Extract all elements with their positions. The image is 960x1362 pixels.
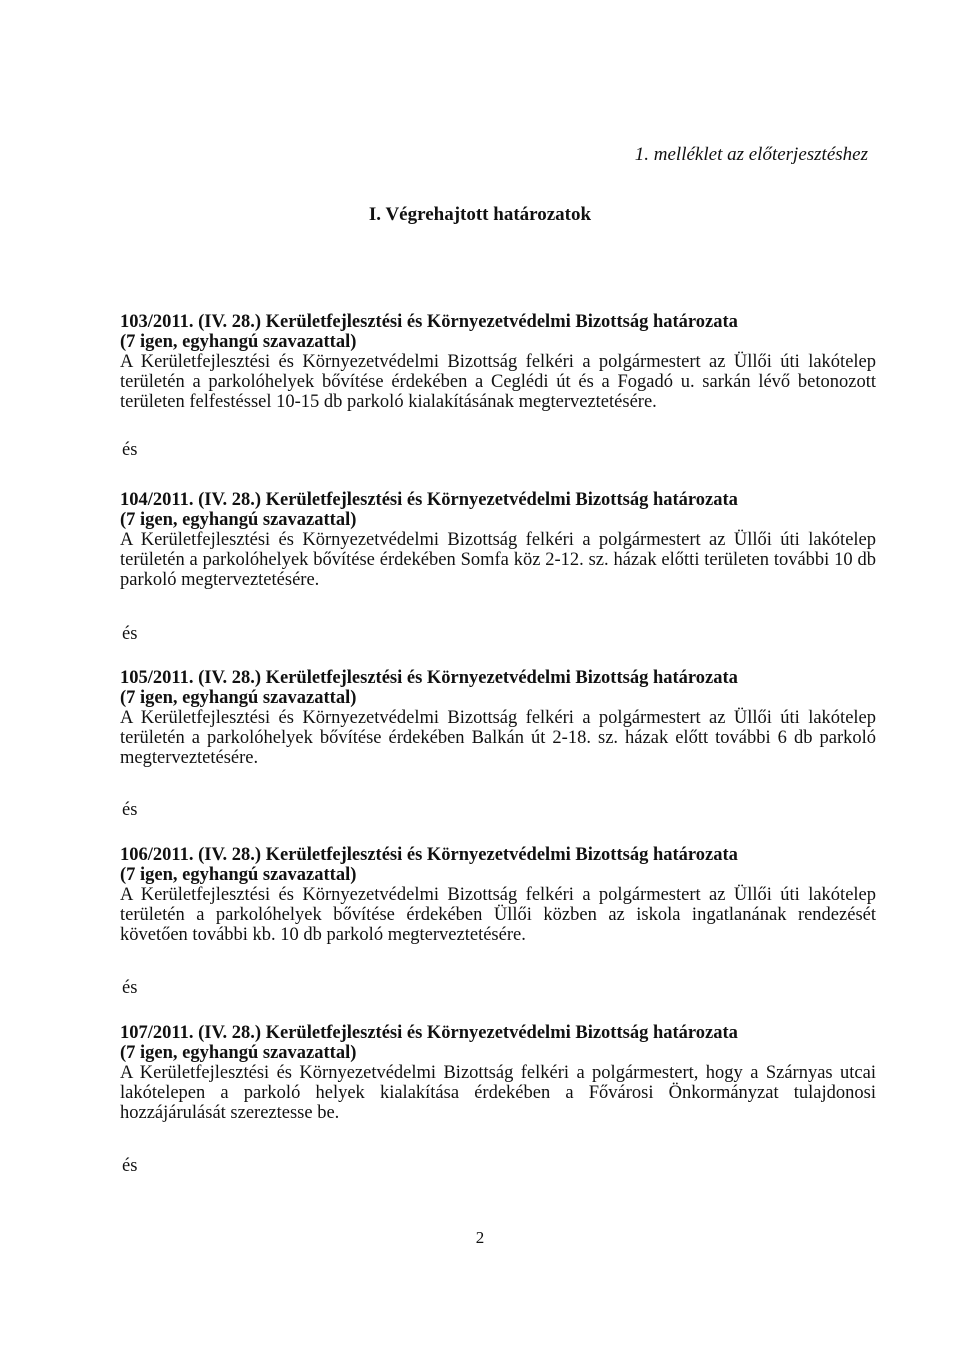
resolution-title: [120, 490, 876, 510]
resolution-committee: Kerületfejlesztési és Környezetvédelmi Bizottság határozata: [265, 1023, 738, 1043]
resolution-vote: (7 igen, egyhangú szavazattal): [120, 1043, 357, 1063]
conjunction-3: és: [122, 800, 138, 820]
resolution-text: A Kerületfejlesztési és Környezetvédelmi Bizottság felkéri a polgármestert, hogy a Szárnyas utcai lakótelepen a parkoló helyek kialakítása érdekében a Fővárosi Önkormányzat tulajdonosi hozzájárulását szereztesse be.: [120, 1063, 876, 1123]
resolution-committee: Kerületfejlesztési és Környezetvédelmi Bizottság határozata: [265, 490, 738, 510]
resolution-committee: Kerületfejlesztési és Környezetvédelmi Bizottság határozata: [265, 668, 738, 688]
resolution-text: A Kerületfejlesztési és Környezetvédelmi Bizottság felkéri a polgármestert az Üllői úti lakótelep területén a parkolóhelyek bővítése érdekében Somfa köz 2-12. sz. házak előtti területen további 10 db parkoló megterveztetésére.: [120, 530, 876, 590]
resolution-vote: (7 igen, egyhangú szavazattal): [120, 332, 357, 352]
resolution-106: [120, 845, 876, 945]
resolution-title: [120, 845, 876, 865]
section-heading: I. Végrehajtott határozatok: [368, 204, 592, 225]
resolution-vote: (7 igen, egyhangú szavazattal): [120, 865, 357, 885]
resolution-committee: Kerületfejlesztési és Környezetvédelmi Bizottság határozata: [265, 312, 738, 332]
conjunction-2: és: [122, 624, 138, 644]
annex-label: 1. melléklet az előterjesztéshez: [634, 144, 868, 165]
resolution-105: [120, 668, 876, 768]
resolution-title: [120, 1023, 876, 1043]
resolution-text: A Kerületfejlesztési és Környezetvédelmi Bizottság felkéri a polgármestert az Üllői úti lakótelep területén a parkolóhelyek bővítése érdekében Balkán út 2-18. sz. házak előtt további 6 db parkoló megterveztetésére.: [120, 708, 876, 768]
resolution-vote: (7 igen, egyhangú szavazattal): [120, 688, 357, 708]
resolution-107: [120, 1023, 876, 1123]
resolution-title: [120, 312, 876, 332]
conjunction-1: és: [122, 440, 138, 460]
resolution-title: [120, 668, 876, 688]
resolution-104: [120, 490, 876, 590]
conjunction-5: és: [122, 1156, 138, 1176]
resolution-text: A Kerületfejlesztési és Környezetvédelmi Bizottság felkéri a polgármestert az Üllői úti lakótelep területén a parkolóhelyek bővítése érdekében Üllői közben az iskola ingatlanának rendezését követően további kb. 10 db parkoló megterveztetésére.: [120, 885, 876, 945]
resolution-vote: (7 igen, egyhangú szavazattal): [120, 510, 357, 530]
resolution-number: 105/2011. (IV. 28.): [120, 668, 261, 688]
resolution-committee: Kerületfejlesztési és Környezetvédelmi Bizottság határozata: [265, 845, 738, 865]
resolution-number: 103/2011. (IV. 28.): [120, 312, 261, 332]
conjunction-4: és: [122, 978, 138, 998]
resolution-103: [120, 312, 876, 412]
page-number: 2: [475, 1228, 485, 1247]
resolution-number: 106/2011. (IV. 28.): [120, 845, 261, 865]
resolution-number: 104/2011. (IV. 28.): [120, 490, 261, 510]
resolution-number: 107/2011. (IV. 28.): [120, 1023, 261, 1043]
resolution-text: A Kerületfejlesztési és Környezetvédelmi Bizottság felkéri a polgármestert az Üllői úti lakótelep területén a parkolóhelyek bővítése érdekében a Ceglédi út és a Fogadó u. sarkán lévő betonozott területen felfestéssel 10-15 db parkoló kialakításának megterveztetésére.: [120, 352, 876, 412]
